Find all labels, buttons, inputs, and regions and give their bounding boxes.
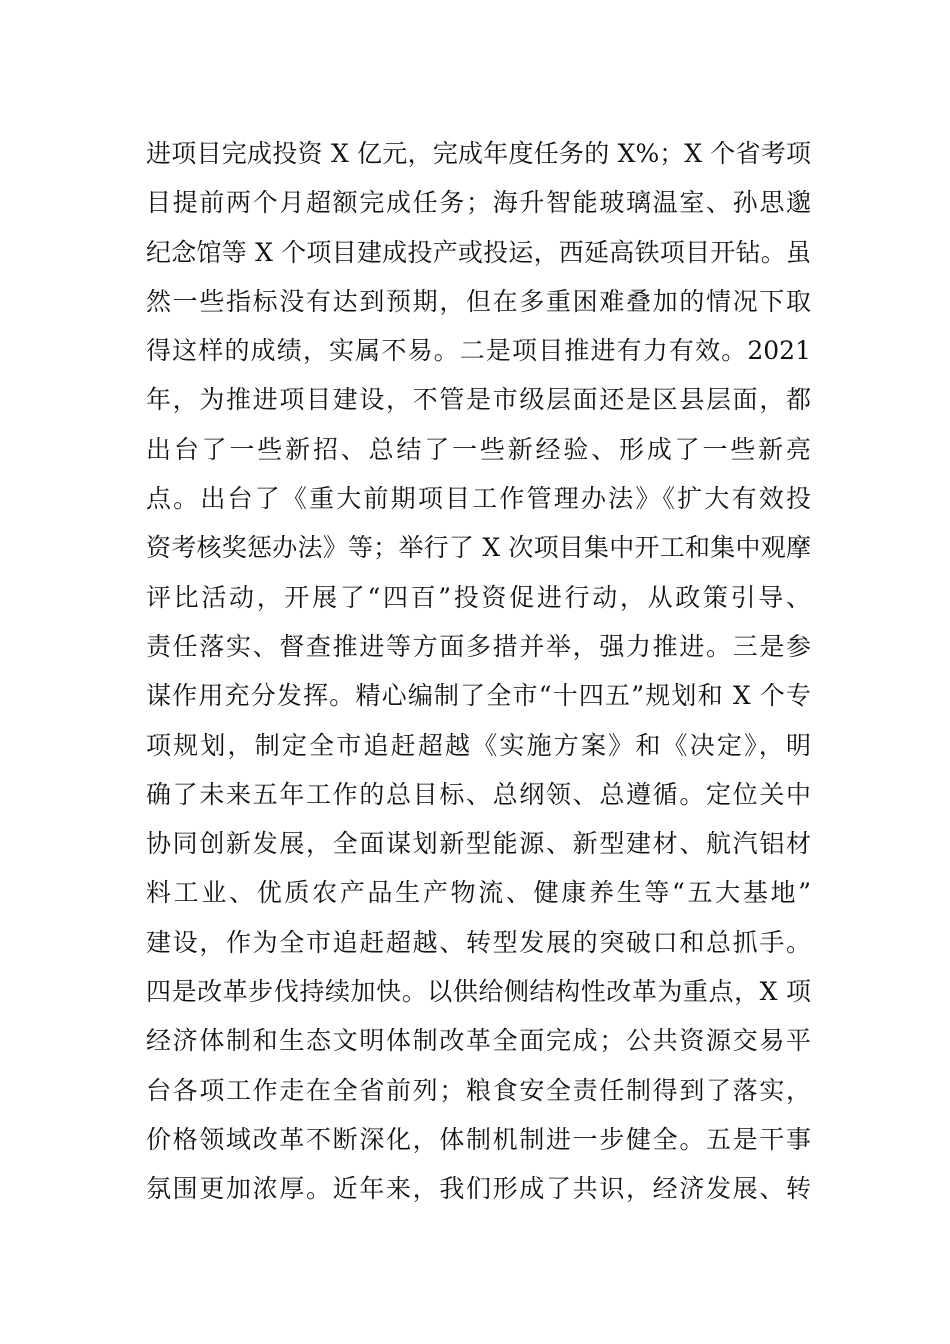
text-line: 协同创新发展，全面谋划新型能源、新型建材、航汽铝材 — [146, 829, 811, 859]
text-line: 谋作用充分发挥。精心编制了全市“十四五”规划和 X 个专 — [146, 681, 811, 711]
text-line: 年，为推进项目建设，不管是市级层面还是区县层面，都 — [146, 385, 811, 415]
text-line: 得这样的成绩，实属不易。二是项目推进有力有效。2021 — [146, 336, 811, 366]
text-line: 然一些指标没有达到预期，但在多重困难叠加的情况下取 — [146, 286, 811, 316]
text-line: 出台了一些新招、总结了一些新经验、形成了一些新亮 — [146, 434, 811, 464]
text-line: 资考核奖惩办法》等；举行了 X 次项目集中开工和集中观摩 — [146, 533, 811, 563]
body-paragraph — [146, 129, 811, 1214]
text-line: 价格领域改革不断深化，体制机制进一步健全。五是干事 — [146, 1124, 811, 1154]
text-line: 氛围更加浓厚。近年来，我们形成了共识，经济发展、转 — [146, 1174, 811, 1204]
text-line: 责任落实、督查推进等方面多措并举，强力推进。三是参 — [146, 631, 811, 661]
text-line: 料工业、优质农产品生产物流、健康养生等“五大基地” — [146, 878, 811, 908]
text-line: 项规划，制定全市追赶超越《实施方案》和《决定》，明 — [146, 730, 811, 760]
text-line: 点。出台了《重大前期项目工作管理办法》《扩大有效投 — [146, 484, 811, 514]
text-line: 经济体制和生态文明体制改革全面完成；公共资源交易平 — [146, 1026, 811, 1056]
text-line: 建设，作为全市追赶超越、转型发展的突破口和总抓手。 — [146, 927, 811, 957]
text-line: 四是改革步伐持续加快。以供给侧结构性改革为重点，X 项 — [146, 977, 811, 1007]
text-line: 台各项工作走在全省前列；粮食安全责任制得到了落实， — [146, 1075, 811, 1105]
text-line: 评比活动，开展了“四百”投资促进行动，从政策引导、 — [146, 582, 811, 612]
text-line: 纪念馆等 X 个项目建成投产或投运，西延高铁项目开钻。虽 — [146, 237, 811, 267]
text-line: 进项目完成投资 X 亿元，完成年度任务的 X%；X 个省考项 — [146, 139, 811, 168]
text-line: 目提前两个月超额完成任务；海升智能玻璃温室、孙思邈 — [146, 188, 811, 218]
text-line: 确了未来五年工作的总目标、总纲领、总遵循。定位关中 — [146, 779, 811, 809]
